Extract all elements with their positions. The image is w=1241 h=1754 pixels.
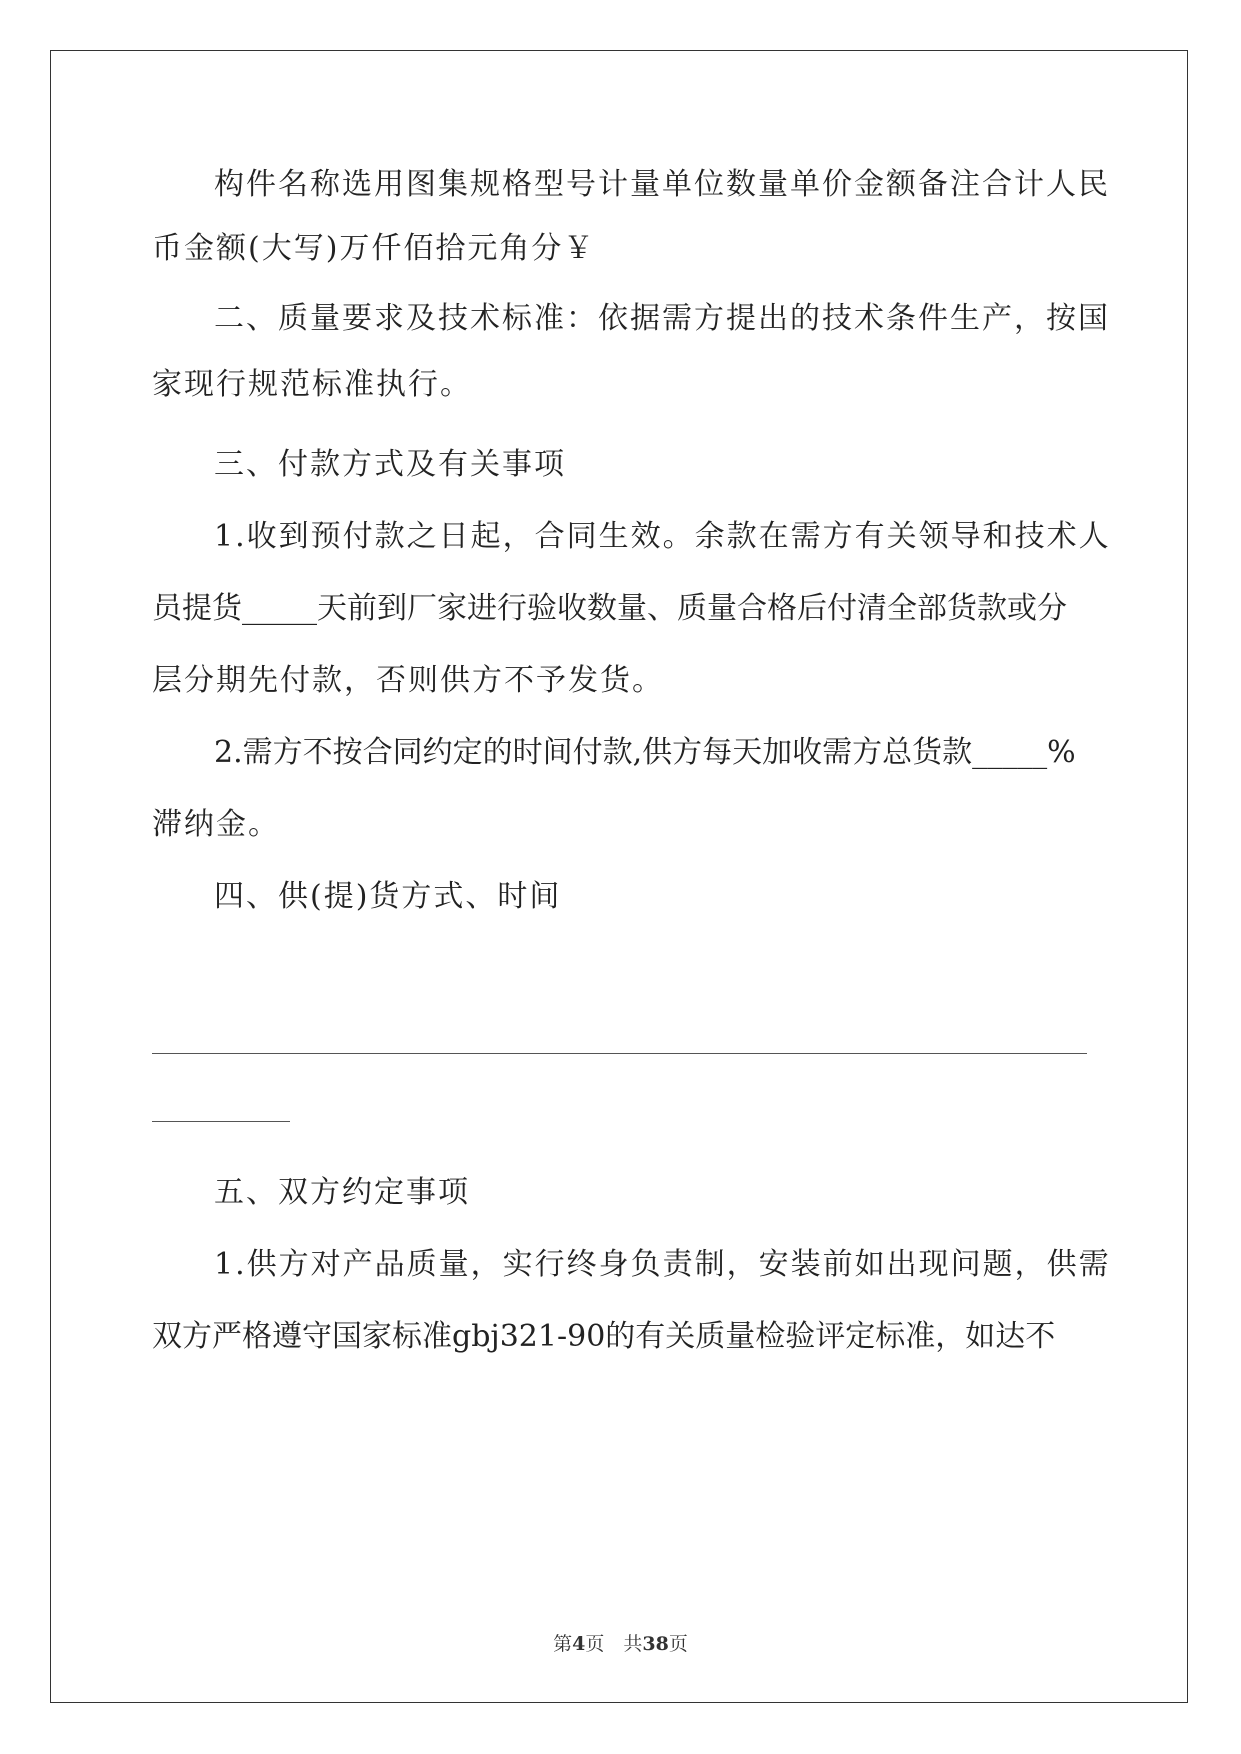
paragraph-line: 2.需方不按合同约定的时间付款,供方每天加收需方总货款_____% [214, 735, 1076, 770]
paragraph-line: 双方严格遵守国家标准gbj321-90的有关质量检验评定标准，如达不 [152, 1319, 1056, 1354]
paragraph-line: 二、质量要求及技术标准：依据需方提出的技术条件生产，按国 [214, 301, 1110, 336]
current-page-number: 4 [572, 1633, 586, 1655]
section-heading: 四、供(提)货方式、时间 [214, 879, 562, 914]
blank-fill-line [152, 1121, 290, 1122]
footer-prefix: 第 [553, 1633, 573, 1655]
paragraph-line: 1.收到预付款之日起，合同生效。余款在需方有关领导和技术人 [214, 519, 1111, 554]
page-footer [0, 1632, 1241, 1656]
blank-fill-line [152, 1053, 1087, 1054]
footer-suffix: 页 [668, 1633, 688, 1655]
paragraph-line: 1.供方对产品质量，实行终身负责制，安装前如出现问题，供需 [214, 1247, 1111, 1282]
paragraph-line: 滞纳金。 [152, 807, 280, 842]
paragraph-line: 构件名称选用图集规格型号计量单位数量单价金额备注合计人民 [214, 167, 1110, 202]
section-heading: 五、双方约定事项 [214, 1175, 470, 1210]
footer-mid: 页 共 [585, 1633, 643, 1655]
paragraph-line: 币金额(大写)万仟佰拾元角分￥ [152, 231, 596, 266]
section-heading: 三、付款方式及有关事项 [214, 447, 566, 482]
paragraph-line: 家现行规范标准执行。 [152, 367, 472, 402]
total-page-count: 38 [642, 1633, 669, 1655]
paragraph-line: 员提货_____天前到厂家进行验收数量、质量合格后付清全部货款或分 [152, 591, 1067, 626]
paragraph-line: 层分期先付款，否则供方不予发货。 [152, 663, 664, 698]
